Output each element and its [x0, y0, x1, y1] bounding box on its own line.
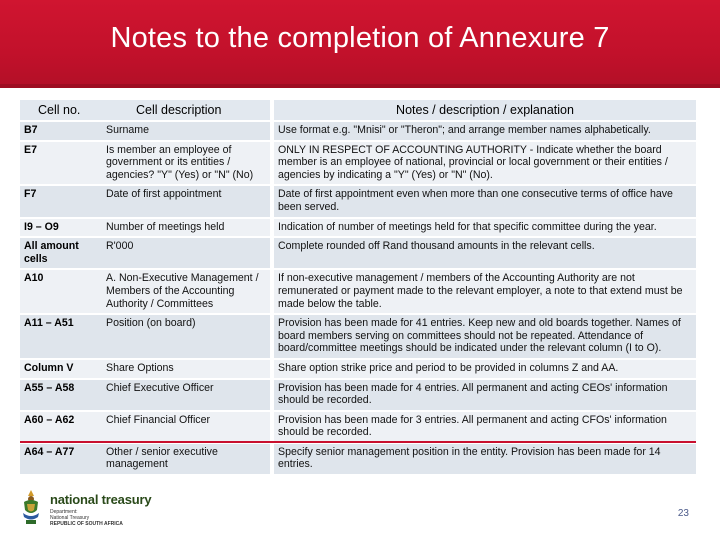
cell-notes: ONLY IN RESPECT OF ACCOUNTING AUTHORITY - Indicate whether the board member is an employee of national, provincial or local government or their entities / agencies by indicating a "Y" (Yes) or "N" (No).: [274, 142, 696, 187]
cell-notes: Use format e.g. "Mnisi" or "Theron"; and arrange member names alphabetically.: [274, 122, 696, 142]
logo-line-2: National Treasury: [50, 515, 90, 521]
cell-no: A60 – A62: [20, 412, 102, 444]
cell-no: B7: [20, 122, 102, 142]
cell-notes: Share option strike price and period to be provided in columns Z and AA.: [274, 360, 696, 380]
cell-no: I9 – O9: [20, 219, 102, 239]
cell-description: Other / senior executive management: [102, 444, 270, 474]
cell-description: Share Options: [102, 360, 270, 380]
cell-no: Column V: [20, 360, 102, 380]
coat-of-arms-icon: [20, 488, 42, 528]
red-divider: [20, 441, 696, 443]
title-banner: [0, 0, 720, 88]
cell-notes: Provision has been made for 4 entries. All permanent and acting CEOs' information should be recorded.: [274, 380, 696, 412]
cell-description: A. Non-Executive Management / Members of the Accounting Authority / Committees: [102, 270, 270, 315]
slide-title: Notes to the completion of Annexure 7: [110, 22, 610, 54]
cell-no: F7: [20, 186, 102, 218]
cell-no: A55 – A58: [20, 380, 102, 412]
cell-description: Is member an employee of government or its entities / agencies? "Y" (Yes) or "N" (No): [102, 142, 270, 187]
cell-no: E7: [20, 142, 102, 187]
cell-notes: Specify senior management position in the entity. Provision has been made for 14 entries.: [274, 444, 696, 474]
logo-title: national treasury: [50, 492, 152, 507]
table-row: [20, 360, 696, 380]
table-row: [20, 412, 696, 444]
national-treasury-logo: [20, 488, 152, 530]
cell-description: Number of meetings held: [102, 219, 270, 239]
cell-description: Chief Financial Officer: [102, 412, 270, 444]
cell-no: A64 – A77: [20, 444, 102, 474]
cell-description: Surname: [102, 122, 270, 142]
logo-line-1: Department:: [50, 509, 78, 515]
table-row: [20, 186, 696, 218]
header-cell-no: Cell no.: [20, 100, 102, 122]
page-number: 23: [677, 508, 689, 519]
table-row: [20, 380, 696, 412]
cell-notes: Date of first appointment even when more than one consecutive terms of office have been served.: [274, 186, 696, 218]
cell-notes: Provision has been made for 3 entries. All permanent and acting CFOs' information should be recorded.: [274, 412, 696, 444]
table-header-row: [20, 100, 696, 122]
cell-notes: Indication of number of meetings held for that specific committee during the year.: [274, 219, 696, 239]
cell-description: Date of first appointment: [102, 186, 270, 218]
table-row: [20, 315, 696, 360]
table-row: [20, 122, 696, 142]
table-row: [20, 238, 696, 270]
cell-no: A10: [20, 270, 102, 315]
cell-description: R'000: [102, 238, 270, 270]
cell-description: Chief Executive Officer: [102, 380, 270, 412]
table-row: [20, 219, 696, 239]
table-row: [20, 270, 696, 315]
logo-line-3: REPUBLIC OF SOUTH AFRICA: [50, 521, 123, 527]
header-notes: Notes / description / explanation: [274, 100, 696, 122]
table-row: [20, 142, 696, 187]
cell-no: A11 – A51: [20, 315, 102, 360]
cell-description: Position (on board): [102, 315, 270, 360]
cell-notes: If non-executive management / members of the Accounting Authority are not remunerated or payment made to the relevant employer, a note to that extend must be made below the table.: [274, 270, 696, 315]
cell-notes: Provision has been made for 41 entries. Keep new and old boards together. Names of board members serving on committees should not be repeated. Attendance of board/committee meetings should be indicated under the relevant column (I to O).: [274, 315, 696, 360]
cell-no: All amount cells: [20, 238, 102, 270]
annexure-notes-table: [20, 100, 696, 474]
cell-notes: Complete rounded off Rand thousand amounts in the relevant cells.: [274, 238, 696, 270]
table-row: [20, 444, 696, 474]
header-cell-description: Cell description: [102, 100, 270, 122]
